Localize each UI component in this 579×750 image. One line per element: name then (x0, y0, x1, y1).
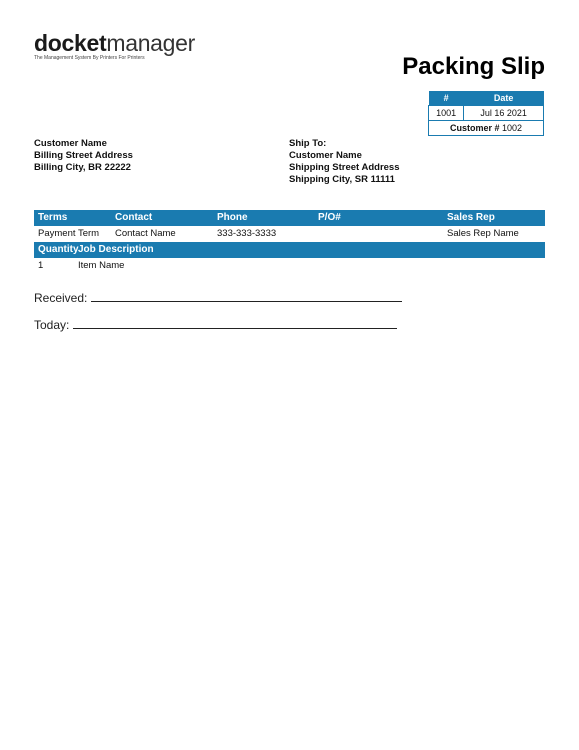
contact-header: Contact (115, 212, 153, 223)
meta-customer-row (429, 121, 544, 136)
items-header-row (34, 242, 545, 258)
bill-to-address (34, 138, 133, 174)
docketmanager-logo (34, 32, 195, 61)
quantity-header: Quantity (38, 244, 79, 255)
terms-value: Payment Term (38, 228, 100, 239)
today-signature-line (73, 318, 397, 329)
item-quantity: 1 (38, 260, 44, 271)
phone-value: 333-333-3333 (217, 228, 277, 239)
terms-header: Terms (38, 212, 68, 223)
bill-to-city: Billing City, BR 22222 (34, 162, 131, 173)
logo-word-manager: manager (106, 30, 196, 56)
order-value-row (34, 226, 545, 242)
received-signature-line (91, 291, 402, 302)
ship-to-street: Shipping Street Address (289, 162, 400, 173)
meta-date-header: Date (464, 91, 544, 106)
slip-number: 1001 (429, 106, 464, 121)
ship-to-city: Shipping City, SR 11111 (289, 174, 395, 185)
order-details-table (34, 210, 545, 274)
logo-tagline: The Management System By Printers For Printers (34, 55, 145, 61)
bill-to-name: Customer Name (34, 138, 107, 149)
slip-date: Jul 16 2021 (464, 106, 544, 121)
customer-number: 1002 (502, 123, 523, 133)
sales-rep-value: Sales Rep Name (447, 228, 519, 239)
contact-value: Contact Name (115, 228, 176, 239)
bill-to-street: Billing Street Address (34, 150, 133, 161)
customer-number-cell (429, 121, 544, 136)
today-label: Today: (34, 318, 70, 332)
customer-number-label: Customer # (449, 123, 500, 133)
order-header-row (34, 210, 545, 226)
page-title: Packing Slip (402, 53, 545, 80)
po-header: P/O# (318, 212, 341, 223)
ship-to-name: Customer Name (289, 150, 362, 161)
item-description: Item Name (78, 260, 125, 271)
ship-to-heading: Ship To: (289, 138, 327, 149)
meta-value-row (429, 106, 544, 121)
phone-header: Phone (217, 212, 248, 223)
slip-meta-table (428, 91, 544, 136)
received-label: Received: (34, 291, 88, 305)
logo-word-docket: docket (34, 30, 107, 56)
received-signature (34, 291, 402, 305)
today-signature (34, 318, 397, 332)
meta-header-row (429, 91, 544, 106)
sales-rep-header: Sales Rep (447, 212, 495, 223)
ship-to-address (289, 138, 400, 186)
job-description-header: Job Description (78, 244, 154, 255)
meta-number-header: # (429, 91, 464, 106)
item-row (34, 258, 545, 274)
logo-wordmark (34, 32, 195, 54)
